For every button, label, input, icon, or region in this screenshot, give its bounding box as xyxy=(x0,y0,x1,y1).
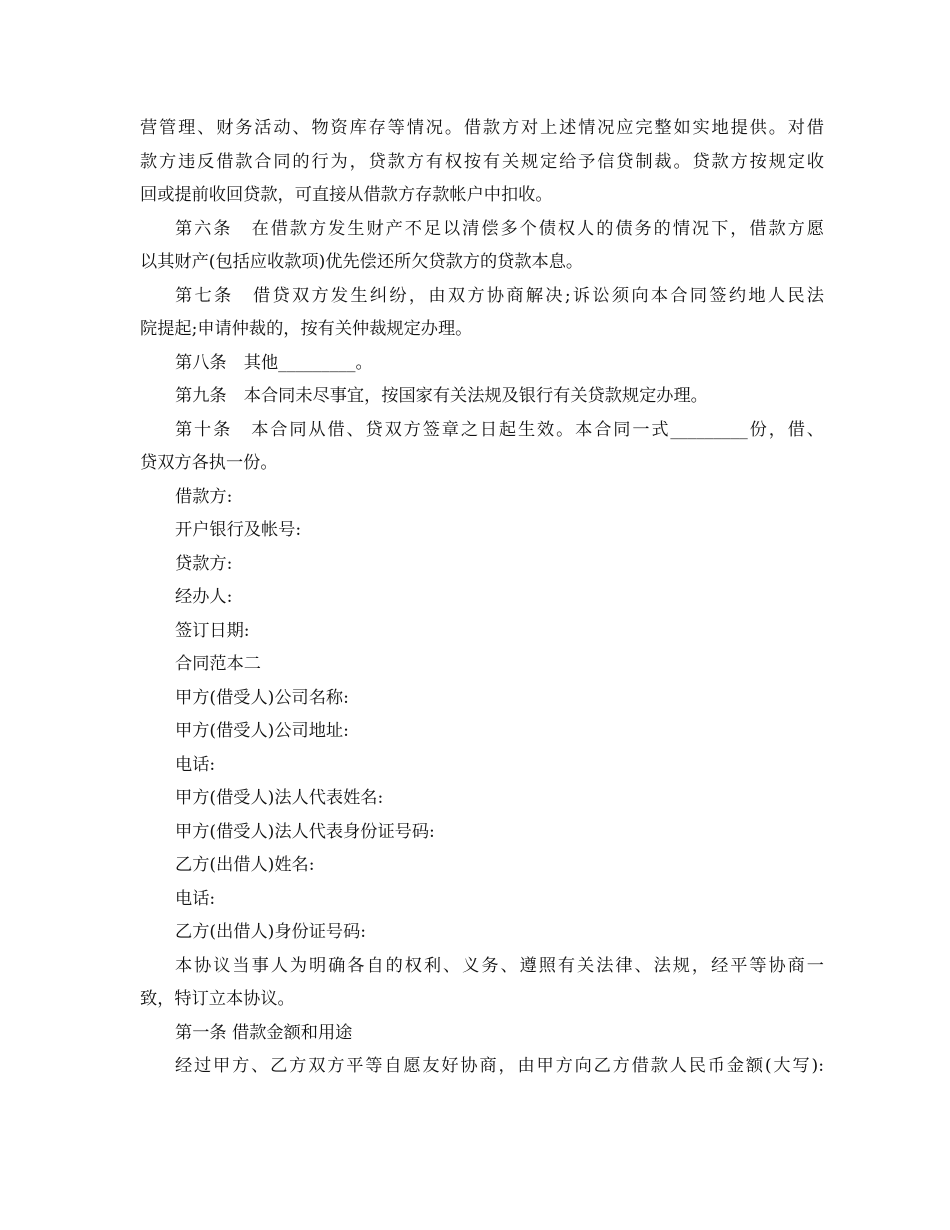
text-line: 以其财产(包括应收款项)优先偿还所欠贷款方的贷款本息。 xyxy=(140,252,584,272)
document-page xyxy=(140,112,824,1084)
party-a-legal-rep-name-label: 甲方(借受人)法人代表姓名: xyxy=(175,788,384,808)
party-a-company-name-label: 甲方(借受人)公司名称: xyxy=(175,687,349,708)
text-line: 回或提前收回贷款，可直接从借款方存款帐户中扣收。 xyxy=(140,185,553,205)
party-a-company-address-label: 甲方(借受人)公司地址: xyxy=(175,721,349,741)
clause-10-line: 第十条 本合同从借、贷双方签章之日起生效。本合同一式_________份，借、 xyxy=(175,419,824,440)
clause-1-heading: 第一条 借款金额和用途 xyxy=(175,1022,353,1043)
borrower-label: 借款方: xyxy=(175,486,233,507)
party-a-legal-rep-id-label: 甲方(借受人)法人代表身份证号码: xyxy=(175,821,435,842)
agreement-intro-line: 本协议当事人为明确各自的权利、义务、遵照有关法律、法规，经平等协商一 xyxy=(175,955,824,976)
party-a-phone-label: 电话: xyxy=(175,754,216,775)
clause-8-line: 第八条 其他_________。 xyxy=(175,352,373,373)
loan-amount-line: 经过甲方、乙方双方平等自愿友好协商，由甲方向乙方借款人民币金额(大写): xyxy=(175,1056,824,1076)
clause-7-line: 第七条 借贷双方发生纠纷，由双方协商解决;诉讼须向本合同签约地人民法 xyxy=(175,285,824,306)
bank-account-label: 开户银行及帐号: xyxy=(175,520,302,540)
handler-label: 经办人: xyxy=(175,587,233,607)
text-line: 款方违反借款合同的行为，贷款方有权按有关规定给予信贷制裁。贷款方按规定收 xyxy=(140,151,824,172)
text-line: 贷双方各执一份。 xyxy=(140,453,278,473)
text-line: 致，特订立本协议。 xyxy=(140,989,295,1009)
text-line: 营管理、财务活动、物资库存等情况。借款方对上述情况应完整如实地提供。对借 xyxy=(140,118,824,138)
party-b-name-label: 乙方(出借人)姓名: xyxy=(175,855,315,875)
lender-label: 贷款方: xyxy=(175,553,233,574)
clause-6-line: 第六条 在借款方发生财产不足以清偿多个债权人的债务的情况下，借款方愿 xyxy=(175,218,824,239)
party-b-phone-label: 电话: xyxy=(175,888,216,909)
text-line: 院提起;申请仲裁的，按有关仲裁规定办理。 xyxy=(140,319,473,339)
section-heading: 合同范本二 xyxy=(175,654,261,674)
clause-9-line: 第九条 本合同未尽事宜，按国家有关法规及银行有关贷款规定办理。 xyxy=(175,386,708,406)
signing-date-label: 签订日期: xyxy=(175,620,250,641)
party-b-id-label: 乙方(出借人)身份证号码: xyxy=(175,922,367,942)
